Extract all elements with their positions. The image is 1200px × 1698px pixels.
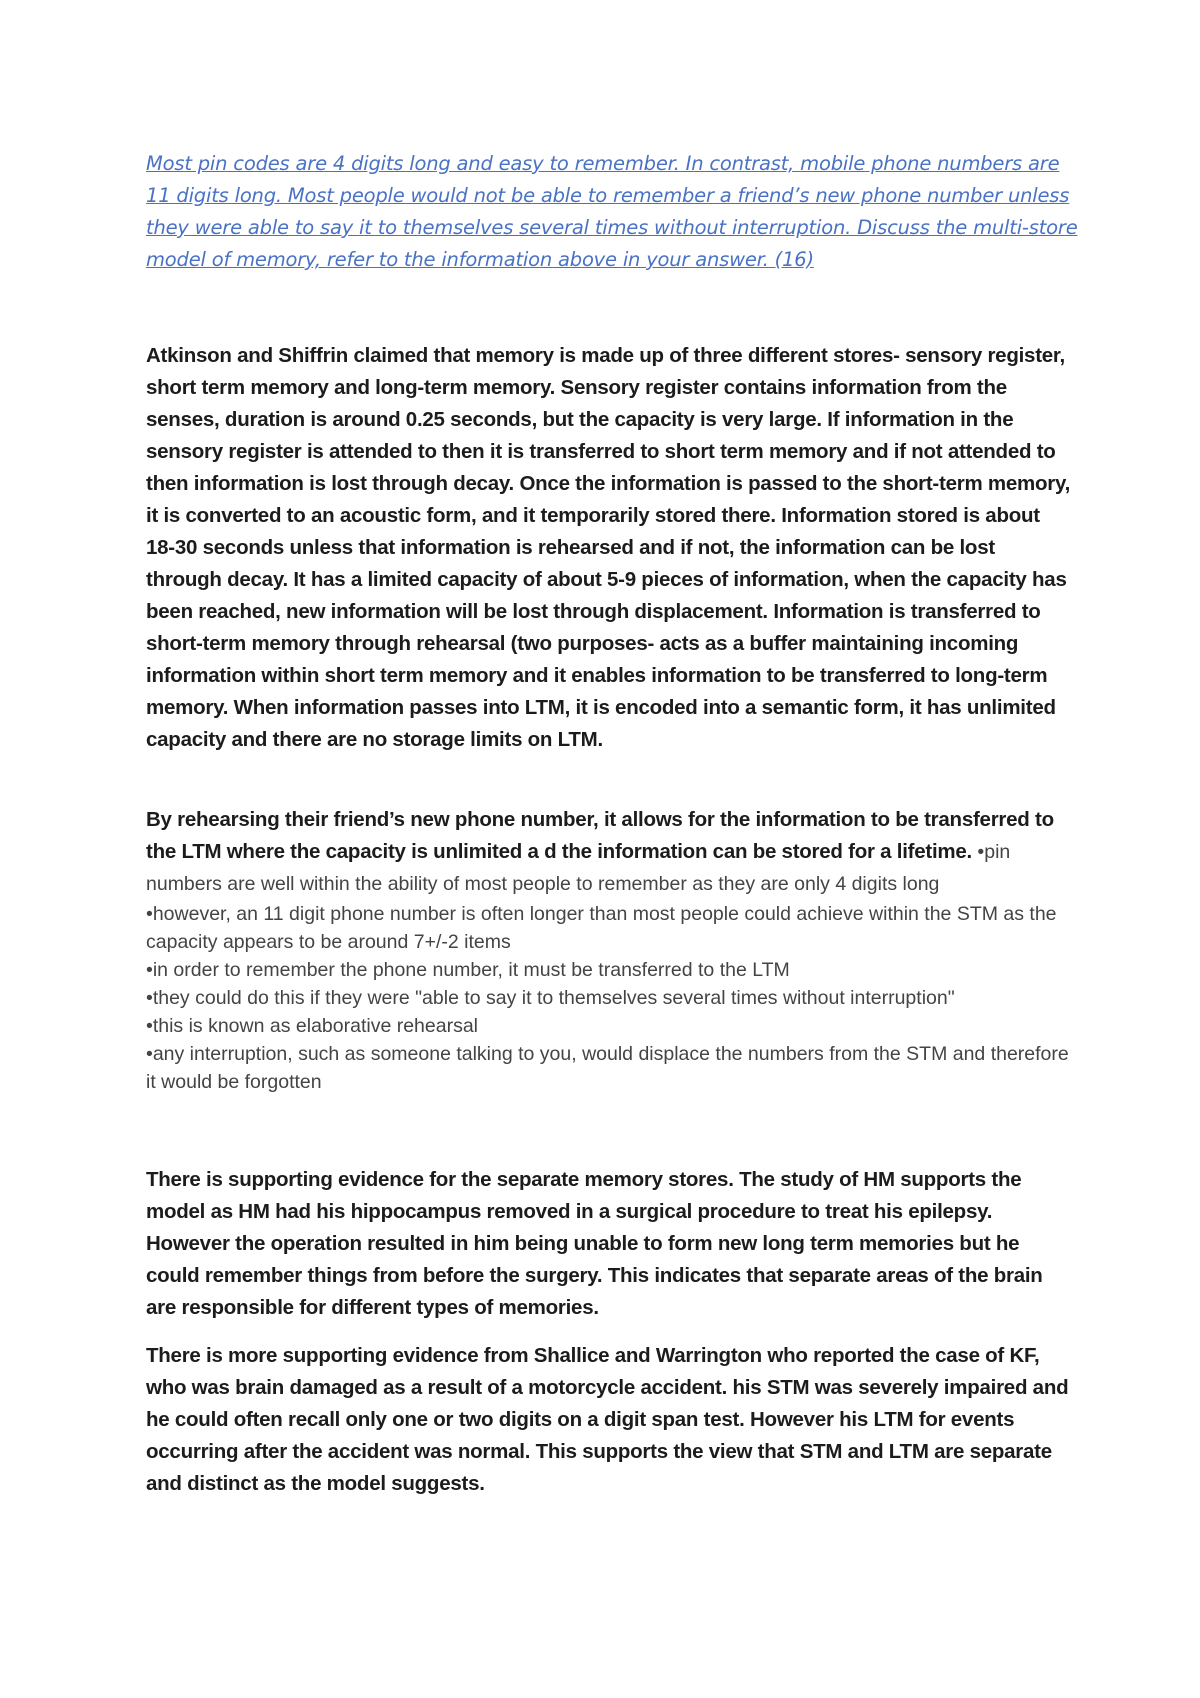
bullet-item-5: •this is known as elaborative rehearsal (146, 1015, 478, 1037)
bullet-item-3: •in order to remember the phone number, it must be transferred to the LTM (146, 959, 790, 981)
bullet-item-6: •any interruption, such as someone talking to you, would displace the numbers from the STM and therefore it would be forgotten (146, 1043, 1069, 1093)
bullet-item-4: •they could do this if they were "able to say it to themselves several times without interruption" (146, 987, 955, 1009)
paragraph-hm-evidence: There is supporting evidence for the separate memory stores. The study of HM supports the model as HM had his hippocampus removed in a surgical procedure to treat his epilepsy. However the operation resulted in him being unable to form new long term memories but he could remember things from before the surgery. This indicates that separate areas of the brain are responsible for different types of memories. (146, 1168, 1043, 1319)
paragraph-kf-evidence: There is more supporting evidence from Shallice and Warrington who reported the case of KF, who was brain damaged as a result of a motorcycle accident. his STM was severely impaired and he could often recall only one or two digits on a digit span test. However his LTM for events occurring after the accident was normal. This supports the view that STM and LTM are separate and distinct as the model suggests. (146, 1344, 1069, 1495)
essay-question: Most pin codes are 4 digits long and easy to remember. In contrast, mobile phone numbers are 11 digits long. Most people would not be able to remember a friend’s new phone number unless they were able to say it to themselves several times without interruption. Discuss the multi-store model of memory, refer to the information above in your answer. (16) (146, 152, 1078, 271)
paragraph-application (146, 804, 1071, 1096)
paragraph-multi-store-model: Atkinson and Shiffrin claimed that memory is made up of three different stores- sensory register, short term memory and long-term memory. Sensory register contains information from the senses, duration is around 0.25 seconds, but the capacity is very large. If information in the sensory register is attended to then it is transferred to short term memory and if not attended to then information is lost through decay. Once the information is passed to the short-term memory, it is converted to an acoustic form, and it temporarily stored there. Information stored is about 18-30 seconds unless that information is rehearsed and if not, the information can be lost through decay. It has a limited capacity of about 5-9 pieces of information, when the capacity has been reached, new information will be lost through displacement. Information is transferred to short-term memory through rehearsal (two purposes- acts as a buffer maintaining incoming information within short term memory and it enables information to be transferred to long-term memory. When information passes into LTM, it is encoded into a semantic form, it has unlimited capacity and there are no storage limits on LTM. (146, 344, 1071, 751)
application-bold-text: By rehearsing their friend’s new phone number, it allows for the information to be transferred to the LTM where the capacity is unlimited a d the information can be stored for a lifetime. (146, 808, 1054, 863)
bullet-list (146, 900, 1071, 1096)
paragraph-application-text (146, 808, 1054, 895)
bullet-item-1: •pin numbers are well within the ability of most people to remember as they are only 4 digits long (146, 841, 1011, 895)
bullet-item-2: •however, an 11 digit phone number is often longer than most people could achieve within the STM as the capacity appears to be around 7+/-2 items (146, 903, 1057, 953)
